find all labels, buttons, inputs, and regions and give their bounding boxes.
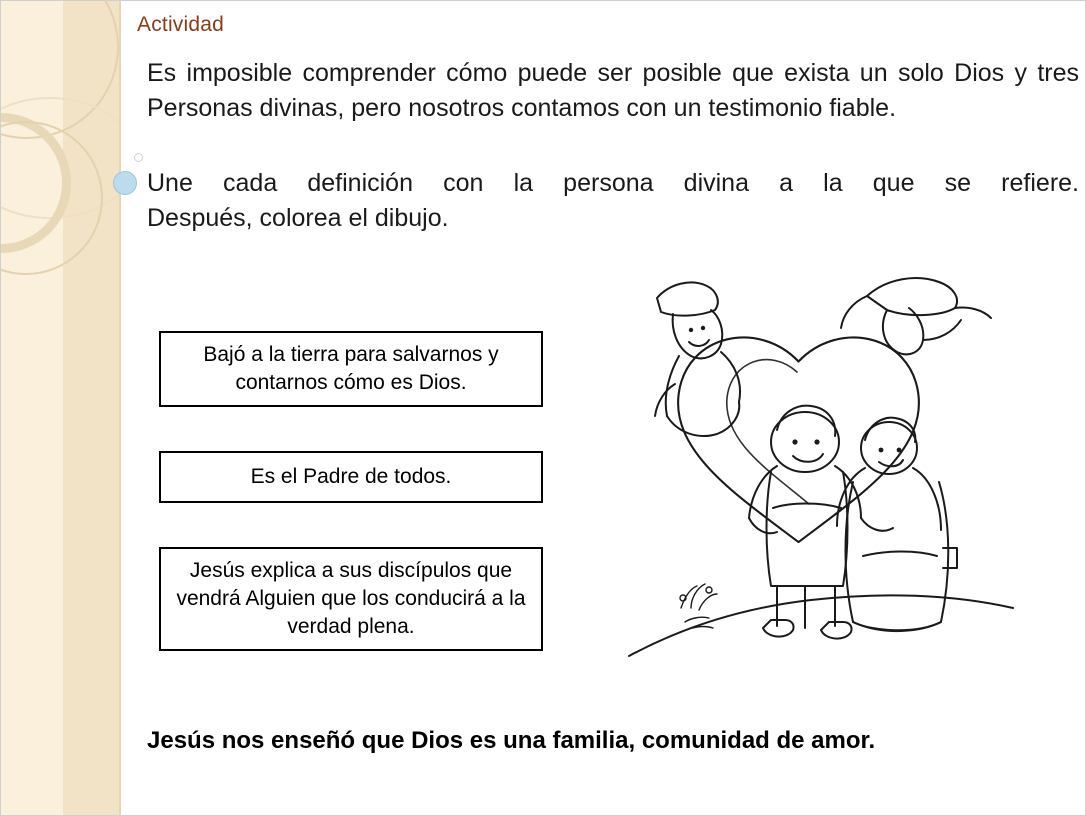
definition-box-list [159,331,549,651]
instruction-line-1: Une cada definición con la persona divina a la que se refiere. [147,169,1079,197]
page-content [121,1,1085,815]
page-title: Actividad [137,13,225,36]
instruction-line-2: Después, colorea el dibujo. [147,204,449,232]
instruction-block [147,166,1079,236]
definition-box[interactable]: Es el Padre de todos. [159,451,543,503]
intro-text: Es imposible comprender cómo puede ser posible que exista un solo Dios y tres Personas divinas, pero nosotros contamos con un testimonio fiable. [147,59,1079,122]
definition-box[interactable]: Bajó a la tierra para salvarnos y contarnos cómo es Dios. [159,331,543,407]
intro-paragraph [147,56,1079,126]
child-figure [837,418,957,631]
decorative-sidebar [1,1,121,816]
closing-sentence: Jesús nos enseñó que Dios es una familia, comunidad de amor. [147,727,876,754]
illustration-drawing [621,256,1041,666]
definition-box[interactable]: Jesús explica a sus discípulos que vendrá Alguien que los conducirá a la verdad plena. [159,547,543,651]
dove-figure [841,278,991,354]
coloring-illustration [621,256,1041,666]
